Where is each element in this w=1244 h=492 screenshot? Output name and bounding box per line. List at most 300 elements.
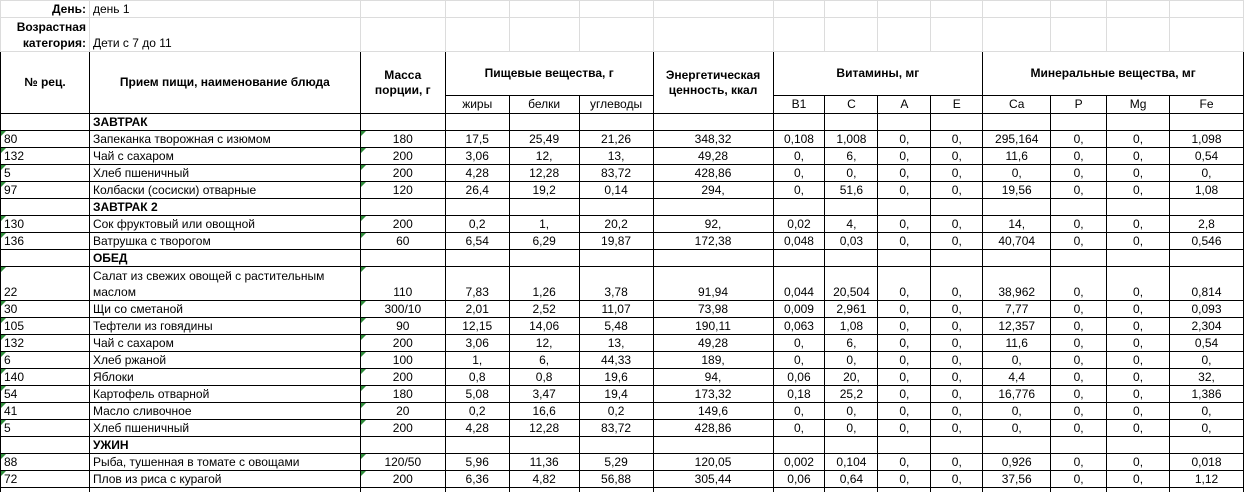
value-cell[interactable]: 0, bbox=[878, 148, 931, 165]
value-cell[interactable]: 12, bbox=[509, 335, 579, 352]
value-cell[interactable]: 172,38 bbox=[653, 233, 773, 250]
value-cell[interactable]: 20,504 bbox=[825, 267, 878, 301]
value-cell[interactable]: 11,07 bbox=[579, 301, 653, 318]
value-cell[interactable]: 0, bbox=[878, 131, 931, 148]
empty-cell[interactable] bbox=[825, 114, 878, 131]
value-cell[interactable]: 0, bbox=[878, 267, 931, 301]
value-cell[interactable]: 0, bbox=[1051, 301, 1107, 318]
empty-cell[interactable] bbox=[653, 488, 773, 492]
value-cell[interactable]: 0,8 bbox=[509, 369, 579, 386]
rec-cell[interactable]: 136 bbox=[1, 233, 90, 250]
value-cell[interactable]: 0, bbox=[1107, 352, 1170, 369]
value-cell[interactable]: 13, bbox=[579, 335, 653, 352]
rec-cell[interactable]: 6 bbox=[1, 352, 90, 369]
empty-cell[interactable] bbox=[983, 114, 1051, 131]
value-cell[interactable]: 0,06 bbox=[773, 471, 825, 488]
value-cell[interactable]: 0, bbox=[878, 335, 931, 352]
value-cell[interactable]: 0, bbox=[1107, 403, 1170, 420]
rec-cell[interactable]: 72 bbox=[1, 471, 90, 488]
value-cell[interactable]: 0, bbox=[1107, 165, 1170, 182]
value-cell[interactable]: 73,98 bbox=[653, 301, 773, 318]
value-cell[interactable]: 0, bbox=[878, 233, 931, 250]
rec-cell[interactable]: 97 bbox=[1, 182, 90, 199]
value-cell[interactable]: 0, bbox=[1170, 403, 1244, 420]
value-cell[interactable]: 0, bbox=[825, 352, 878, 369]
value-cell[interactable]: 0, bbox=[1051, 148, 1107, 165]
value-cell[interactable]: 12,15 bbox=[445, 318, 509, 335]
value-cell[interactable]: 3,06 bbox=[445, 335, 509, 352]
empty-cell[interactable] bbox=[360, 488, 445, 492]
value-cell[interactable]: 19,87 bbox=[579, 233, 653, 250]
value-cell[interactable]: 1, bbox=[445, 352, 509, 369]
value-cell[interactable]: 189, bbox=[653, 352, 773, 369]
value-cell[interactable]: 0, bbox=[931, 403, 983, 420]
section-title[interactable]: УЖИН bbox=[89, 437, 360, 454]
dish-name-cell[interactable]: Хлеб пшеничный bbox=[89, 165, 360, 182]
value-cell[interactable]: 0,02 bbox=[773, 216, 825, 233]
empty-cell[interactable] bbox=[1170, 250, 1244, 267]
empty-cell[interactable] bbox=[579, 488, 653, 492]
subheader-cell[interactable]: C bbox=[825, 96, 878, 114]
empty-cell[interactable] bbox=[825, 488, 878, 492]
value-cell[interactable]: 19,4 bbox=[579, 386, 653, 403]
value-cell[interactable]: 0, bbox=[773, 148, 825, 165]
value-cell[interactable]: 14, bbox=[983, 216, 1051, 233]
empty-cell[interactable] bbox=[1051, 250, 1107, 267]
empty-cell[interactable] bbox=[1107, 114, 1170, 131]
value-cell[interactable]: 25,49 bbox=[509, 131, 579, 148]
empty-cell[interactable] bbox=[445, 250, 509, 267]
value-cell[interactable]: 2,304 bbox=[1170, 318, 1244, 335]
value-cell[interactable]: 1,386 bbox=[1170, 386, 1244, 403]
dish-name-cell[interactable]: Чай с сахаром bbox=[89, 148, 360, 165]
dish-name-cell[interactable]: Ватрушка с творогом bbox=[89, 233, 360, 250]
rec-cell[interactable]: 88 bbox=[1, 454, 90, 471]
value-cell[interactable]: 0, bbox=[773, 352, 825, 369]
dish-name-cell[interactable]: Чай с сахаром bbox=[89, 335, 360, 352]
rec-cell[interactable]: 5 bbox=[1, 420, 90, 437]
mass-cell[interactable]: 60 bbox=[360, 233, 445, 250]
value-cell[interactable]: 3,47 bbox=[509, 386, 579, 403]
age-category-label[interactable] bbox=[1, 18, 90, 52]
value-cell[interactable]: 0, bbox=[931, 301, 983, 318]
value-cell[interactable]: 0, bbox=[825, 165, 878, 182]
dish-name-cell[interactable]: Яблоки bbox=[89, 369, 360, 386]
mass-cell[interactable]: 120 bbox=[360, 182, 445, 199]
mass-cell[interactable]: 180 bbox=[360, 131, 445, 148]
value-cell[interactable]: 5,29 bbox=[579, 454, 653, 471]
empty-cell[interactable] bbox=[1107, 250, 1170, 267]
header-nutrients[interactable]: Пищевые вещества, г bbox=[445, 52, 653, 96]
value-cell[interactable]: 428,86 bbox=[653, 165, 773, 182]
empty-cell[interactable] bbox=[579, 114, 653, 131]
empty-cell[interactable] bbox=[983, 250, 1051, 267]
value-cell[interactable]: 13, bbox=[579, 148, 653, 165]
value-cell[interactable]: 0,06 bbox=[773, 369, 825, 386]
value-cell[interactable]: 0,2 bbox=[445, 403, 509, 420]
value-cell[interactable]: 0, bbox=[1107, 233, 1170, 250]
value-cell[interactable]: 20, bbox=[825, 369, 878, 386]
empty-cell[interactable] bbox=[1170, 114, 1244, 131]
empty-cell[interactable] bbox=[653, 114, 773, 131]
value-cell[interactable]: 25,2 bbox=[825, 386, 878, 403]
rec-cell[interactable]: 41 bbox=[1, 403, 90, 420]
empty-cell[interactable] bbox=[878, 488, 931, 492]
empty-cell[interactable] bbox=[825, 437, 878, 454]
value-cell[interactable]: 19,2 bbox=[509, 182, 579, 199]
value-cell[interactable]: 0,54 bbox=[1170, 335, 1244, 352]
value-cell[interactable]: 0, bbox=[931, 386, 983, 403]
empty-cell[interactable] bbox=[653, 250, 773, 267]
mass-cell[interactable]: 200 bbox=[360, 369, 445, 386]
rec-cell[interactable]: 132 bbox=[1, 148, 90, 165]
value-cell[interactable]: 0, bbox=[1107, 148, 1170, 165]
value-cell[interactable]: 12,357 bbox=[983, 318, 1051, 335]
day-label[interactable]: День: bbox=[1, 1, 90, 18]
mass-cell[interactable]: 100 bbox=[360, 352, 445, 369]
mass-cell[interactable]: 200 bbox=[360, 148, 445, 165]
empty-cell[interactable] bbox=[773, 114, 825, 131]
empty-cell[interactable] bbox=[445, 437, 509, 454]
value-cell[interactable]: 6, bbox=[509, 352, 579, 369]
dish-name-cell[interactable]: Хлеб ржаной bbox=[89, 352, 360, 369]
value-cell[interactable]: 11,6 bbox=[983, 335, 1051, 352]
empty-cell[interactable] bbox=[1107, 488, 1170, 492]
rec-cell[interactable]: 130 bbox=[1, 216, 90, 233]
value-cell[interactable]: 1, bbox=[509, 216, 579, 233]
value-cell[interactable]: 0, bbox=[931, 369, 983, 386]
section-title[interactable]: ОБЕД bbox=[89, 250, 360, 267]
empty-cell[interactable] bbox=[1, 488, 90, 492]
mass-cell[interactable]: 120/50 bbox=[360, 454, 445, 471]
value-cell[interactable]: 26,4 bbox=[445, 182, 509, 199]
value-cell[interactable]: 5,08 bbox=[445, 386, 509, 403]
value-cell[interactable]: 0, bbox=[1170, 352, 1244, 369]
value-cell[interactable]: 0, bbox=[1051, 182, 1107, 199]
value-cell[interactable]: 0,044 bbox=[773, 267, 825, 301]
value-cell[interactable]: 0, bbox=[878, 301, 931, 318]
empty-cell[interactable] bbox=[878, 437, 931, 454]
value-cell[interactable]: 19,6 bbox=[579, 369, 653, 386]
value-cell[interactable]: 7,77 bbox=[983, 301, 1051, 318]
value-cell[interactable]: 0, bbox=[1051, 420, 1107, 437]
value-cell[interactable]: 1,008 bbox=[825, 131, 878, 148]
empty-cell[interactable] bbox=[653, 437, 773, 454]
value-cell[interactable]: 0, bbox=[773, 182, 825, 199]
empty-cell[interactable] bbox=[1051, 437, 1107, 454]
empty-cell[interactable] bbox=[1051, 199, 1107, 216]
value-cell[interactable]: 37,56 bbox=[983, 471, 1051, 488]
value-cell[interactable]: 0, bbox=[878, 403, 931, 420]
empty-cell[interactable] bbox=[360, 437, 445, 454]
value-cell[interactable]: 0, bbox=[878, 420, 931, 437]
empty-cell[interactable] bbox=[1170, 437, 1244, 454]
value-cell[interactable]: 0, bbox=[1107, 369, 1170, 386]
empty-cell[interactable] bbox=[983, 437, 1051, 454]
value-cell[interactable]: 0,546 bbox=[1170, 233, 1244, 250]
value-cell[interactable]: 0, bbox=[825, 420, 878, 437]
value-cell[interactable]: 0, bbox=[983, 403, 1051, 420]
empty-cell[interactable] bbox=[445, 488, 509, 492]
value-cell[interactable]: 6, bbox=[825, 335, 878, 352]
value-cell[interactable]: 348,32 bbox=[653, 131, 773, 148]
value-cell[interactable]: 294, bbox=[653, 182, 773, 199]
subheader-cell[interactable]: белки bbox=[509, 96, 579, 114]
value-cell[interactable]: 2,01 bbox=[445, 301, 509, 318]
empty-cell[interactable] bbox=[931, 488, 983, 492]
empty-cell[interactable] bbox=[1170, 199, 1244, 216]
rec-cell[interactable]: 54 bbox=[1, 386, 90, 403]
rec-cell[interactable]: 105 bbox=[1, 318, 90, 335]
mass-cell[interactable]: 200 bbox=[360, 216, 445, 233]
value-cell[interactable]: 17,5 bbox=[445, 131, 509, 148]
empty-cell[interactable] bbox=[931, 437, 983, 454]
rec-cell[interactable]: 5 bbox=[1, 165, 90, 182]
empty-cell[interactable] bbox=[1170, 488, 1244, 492]
header-energy[interactable]: Энергетическая ценность, ккал bbox=[653, 52, 773, 114]
value-cell[interactable]: 0, bbox=[931, 131, 983, 148]
value-cell[interactable]: 0, bbox=[931, 335, 983, 352]
subheader-cell[interactable]: Fe bbox=[1170, 96, 1244, 114]
value-cell[interactable]: 0, bbox=[1107, 318, 1170, 335]
value-cell[interactable]: 92, bbox=[653, 216, 773, 233]
value-cell[interactable]: 3,78 bbox=[579, 267, 653, 301]
value-cell[interactable]: 4,28 bbox=[445, 165, 509, 182]
empty-cell[interactable] bbox=[360, 114, 445, 131]
empty-cell[interactable] bbox=[579, 199, 653, 216]
value-cell[interactable]: 0,8 bbox=[445, 369, 509, 386]
value-cell[interactable]: 1,08 bbox=[825, 318, 878, 335]
value-cell[interactable]: 0,2 bbox=[579, 403, 653, 420]
mass-cell[interactable]: 90 bbox=[360, 318, 445, 335]
value-cell[interactable]: 0, bbox=[931, 318, 983, 335]
empty-cell[interactable] bbox=[1107, 199, 1170, 216]
mass-cell[interactable]: 200 bbox=[360, 420, 445, 437]
value-cell[interactable]: 0, bbox=[878, 386, 931, 403]
day-value[interactable]: день 1 bbox=[89, 1, 360, 18]
value-cell[interactable]: 20,2 bbox=[579, 216, 653, 233]
value-cell[interactable]: 6,54 bbox=[445, 233, 509, 250]
value-cell[interactable]: 0, bbox=[1107, 182, 1170, 199]
value-cell[interactable]: 6,36 bbox=[445, 471, 509, 488]
value-cell[interactable]: 0, bbox=[773, 403, 825, 420]
value-cell[interactable]: 11,6 bbox=[983, 148, 1051, 165]
value-cell[interactable]: 0, bbox=[931, 148, 983, 165]
value-cell[interactable]: 0,814 bbox=[1170, 267, 1244, 301]
value-cell[interactable]: 0, bbox=[1051, 471, 1107, 488]
header-mass[interactable]: Масса порции, г bbox=[360, 52, 445, 114]
mass-cell[interactable]: 200 bbox=[360, 335, 445, 352]
value-cell[interactable]: 0,018 bbox=[1170, 454, 1244, 471]
value-cell[interactable]: 49,28 bbox=[653, 148, 773, 165]
empty-cell[interactable] bbox=[89, 488, 360, 492]
empty-cell[interactable] bbox=[360, 199, 445, 216]
empty-cell[interactable] bbox=[579, 437, 653, 454]
value-cell[interactable]: 149,6 bbox=[653, 403, 773, 420]
value-cell[interactable]: 0,048 bbox=[773, 233, 825, 250]
rec-cell[interactable] bbox=[1, 199, 90, 216]
value-cell[interactable]: 94, bbox=[653, 369, 773, 386]
value-cell[interactable]: 305,44 bbox=[653, 471, 773, 488]
value-cell[interactable]: 0, bbox=[931, 182, 983, 199]
section-title[interactable]: ЗАВТРАК bbox=[89, 114, 360, 131]
dish-name-cell[interactable]: Плов из риса с курагой bbox=[89, 471, 360, 488]
value-cell[interactable]: 44,33 bbox=[579, 352, 653, 369]
value-cell[interactable]: 0, bbox=[1051, 131, 1107, 148]
header-vitamins[interactable]: Витамины, мг bbox=[773, 52, 983, 96]
value-cell[interactable]: 0, bbox=[983, 165, 1051, 182]
value-cell[interactable]: 120,05 bbox=[653, 454, 773, 471]
empty-cell[interactable] bbox=[509, 488, 579, 492]
value-cell[interactable]: 5,96 bbox=[445, 454, 509, 471]
value-cell[interactable]: 0, bbox=[1107, 335, 1170, 352]
value-cell[interactable]: 0, bbox=[1170, 165, 1244, 182]
value-cell[interactable]: 0, bbox=[1107, 267, 1170, 301]
value-cell[interactable]: 295,164 bbox=[983, 131, 1051, 148]
value-cell[interactable]: 12,28 bbox=[509, 420, 579, 437]
value-cell[interactable]: 91,94 bbox=[653, 267, 773, 301]
value-cell[interactable]: 16,776 bbox=[983, 386, 1051, 403]
value-cell[interactable]: 1,12 bbox=[1170, 471, 1244, 488]
value-cell[interactable]: 0,18 bbox=[773, 386, 825, 403]
value-cell[interactable]: 0, bbox=[878, 471, 931, 488]
value-cell[interactable]: 1,26 bbox=[509, 267, 579, 301]
dish-name-cell[interactable]: Запеканка творожная с изюмом bbox=[89, 131, 360, 148]
value-cell[interactable]: 0, bbox=[1051, 454, 1107, 471]
value-cell[interactable]: 0, bbox=[931, 233, 983, 250]
value-cell[interactable]: 19,56 bbox=[983, 182, 1051, 199]
value-cell[interactable]: 0, bbox=[931, 471, 983, 488]
rec-cell[interactable]: 22 bbox=[1, 267, 90, 301]
value-cell[interactable]: 0, bbox=[878, 165, 931, 182]
subheader-cell[interactable]: A bbox=[878, 96, 931, 114]
value-cell[interactable]: 12,28 bbox=[509, 165, 579, 182]
mass-cell[interactable]: 110 bbox=[360, 267, 445, 301]
empty-cell[interactable] bbox=[445, 199, 509, 216]
value-cell[interactable]: 0,104 bbox=[825, 454, 878, 471]
value-cell[interactable]: 56,88 bbox=[579, 471, 653, 488]
empty-cell[interactable] bbox=[509, 250, 579, 267]
value-cell[interactable]: 0, bbox=[1107, 471, 1170, 488]
empty-cell[interactable] bbox=[1107, 437, 1170, 454]
rec-cell[interactable]: 80 bbox=[1, 131, 90, 148]
value-cell[interactable]: 0,093 bbox=[1170, 301, 1244, 318]
value-cell[interactable]: 0, bbox=[931, 454, 983, 471]
empty-cell[interactable] bbox=[773, 488, 825, 492]
dish-name-cell[interactable]: Щи со сметаной bbox=[89, 301, 360, 318]
subheader-cell[interactable]: Ca bbox=[983, 96, 1051, 114]
value-cell[interactable]: 83,72 bbox=[579, 420, 653, 437]
value-cell[interactable]: 0, bbox=[1051, 403, 1107, 420]
value-cell[interactable]: 4, bbox=[825, 216, 878, 233]
subheader-cell[interactable]: E bbox=[931, 96, 983, 114]
mass-cell[interactable]: 200 bbox=[360, 165, 445, 182]
value-cell[interactable]: 2,52 bbox=[509, 301, 579, 318]
empty-cell[interactable] bbox=[878, 250, 931, 267]
value-cell[interactable]: 14,06 bbox=[509, 318, 579, 335]
subheader-cell[interactable]: углеводы bbox=[579, 96, 653, 114]
empty-cell[interactable] bbox=[445, 114, 509, 131]
value-cell[interactable]: 2,8 bbox=[1170, 216, 1244, 233]
dish-name-cell[interactable]: Сок фруктовый или овощной bbox=[89, 216, 360, 233]
value-cell[interactable]: 0, bbox=[1107, 216, 1170, 233]
dish-name-cell[interactable]: Салат из свежих овощей с растительным маслом bbox=[89, 267, 360, 301]
empty-cell[interactable] bbox=[509, 437, 579, 454]
value-cell[interactable]: 1,08 bbox=[1170, 182, 1244, 199]
value-cell[interactable]: 0, bbox=[773, 335, 825, 352]
dish-name-cell[interactable]: Картофель отварной bbox=[89, 386, 360, 403]
value-cell[interactable]: 0,108 bbox=[773, 131, 825, 148]
value-cell[interactable]: 51,6 bbox=[825, 182, 878, 199]
value-cell[interactable]: 1,098 bbox=[1170, 131, 1244, 148]
empty-cell[interactable] bbox=[773, 199, 825, 216]
value-cell[interactable]: 0, bbox=[1107, 131, 1170, 148]
empty-cell[interactable] bbox=[773, 437, 825, 454]
empty-cell[interactable] bbox=[931, 250, 983, 267]
value-cell[interactable]: 0, bbox=[878, 454, 931, 471]
rec-cell[interactable] bbox=[1, 114, 90, 131]
value-cell[interactable]: 0, bbox=[1107, 454, 1170, 471]
section-title[interactable]: ЗАВТРАК 2 bbox=[89, 199, 360, 216]
value-cell[interactable]: 83,72 bbox=[579, 165, 653, 182]
value-cell[interactable]: 0, bbox=[878, 182, 931, 199]
value-cell[interactable]: 0,14 bbox=[579, 182, 653, 199]
value-cell[interactable]: 0, bbox=[1051, 386, 1107, 403]
value-cell[interactable]: 0, bbox=[878, 318, 931, 335]
subheader-cell[interactable]: P bbox=[1051, 96, 1107, 114]
value-cell[interactable]: 0, bbox=[1107, 301, 1170, 318]
value-cell[interactable]: 0, bbox=[878, 369, 931, 386]
header-rec-no[interactable]: № рец. bbox=[1, 52, 90, 114]
value-cell[interactable]: 4,82 bbox=[509, 471, 579, 488]
empty-cell[interactable] bbox=[878, 114, 931, 131]
value-cell[interactable]: 428,86 bbox=[653, 420, 773, 437]
empty-cell[interactable] bbox=[1051, 488, 1107, 492]
value-cell[interactable]: 0, bbox=[878, 352, 931, 369]
value-cell[interactable]: 0, bbox=[1051, 165, 1107, 182]
empty-cell[interactable] bbox=[509, 199, 579, 216]
value-cell[interactable]: 6,29 bbox=[509, 233, 579, 250]
empty-cell[interactable] bbox=[825, 250, 878, 267]
empty-cell[interactable] bbox=[878, 199, 931, 216]
value-cell[interactable]: 0, bbox=[1107, 386, 1170, 403]
value-cell[interactable]: 0, bbox=[931, 165, 983, 182]
value-cell[interactable]: 173,32 bbox=[653, 386, 773, 403]
value-cell[interactable]: 21,26 bbox=[579, 131, 653, 148]
subheader-cell[interactable]: Mg bbox=[1107, 96, 1170, 114]
empty-cell[interactable] bbox=[931, 114, 983, 131]
value-cell[interactable]: 0, bbox=[983, 352, 1051, 369]
value-cell[interactable]: 4,28 bbox=[445, 420, 509, 437]
value-cell[interactable]: 0, bbox=[1170, 420, 1244, 437]
empty-cell[interactable] bbox=[825, 199, 878, 216]
rec-cell[interactable] bbox=[1, 437, 90, 454]
value-cell[interactable]: 0, bbox=[983, 420, 1051, 437]
mass-cell[interactable]: 300/10 bbox=[360, 301, 445, 318]
dish-name-cell[interactable]: Рыба, тушенная в томате с овощами bbox=[89, 454, 360, 471]
value-cell[interactable]: 0,063 bbox=[773, 318, 825, 335]
value-cell[interactable]: 0, bbox=[931, 216, 983, 233]
value-cell[interactable]: 0, bbox=[931, 352, 983, 369]
dish-name-cell[interactable]: Тефтели из говядины bbox=[89, 318, 360, 335]
value-cell[interactable]: 3,06 bbox=[445, 148, 509, 165]
empty-cell[interactable] bbox=[360, 250, 445, 267]
value-cell[interactable]: 0, bbox=[878, 216, 931, 233]
value-cell[interactable]: 0, bbox=[1051, 233, 1107, 250]
value-cell[interactable]: 4,4 bbox=[983, 369, 1051, 386]
value-cell[interactable]: 190,11 bbox=[653, 318, 773, 335]
mass-cell[interactable]: 20 bbox=[360, 403, 445, 420]
